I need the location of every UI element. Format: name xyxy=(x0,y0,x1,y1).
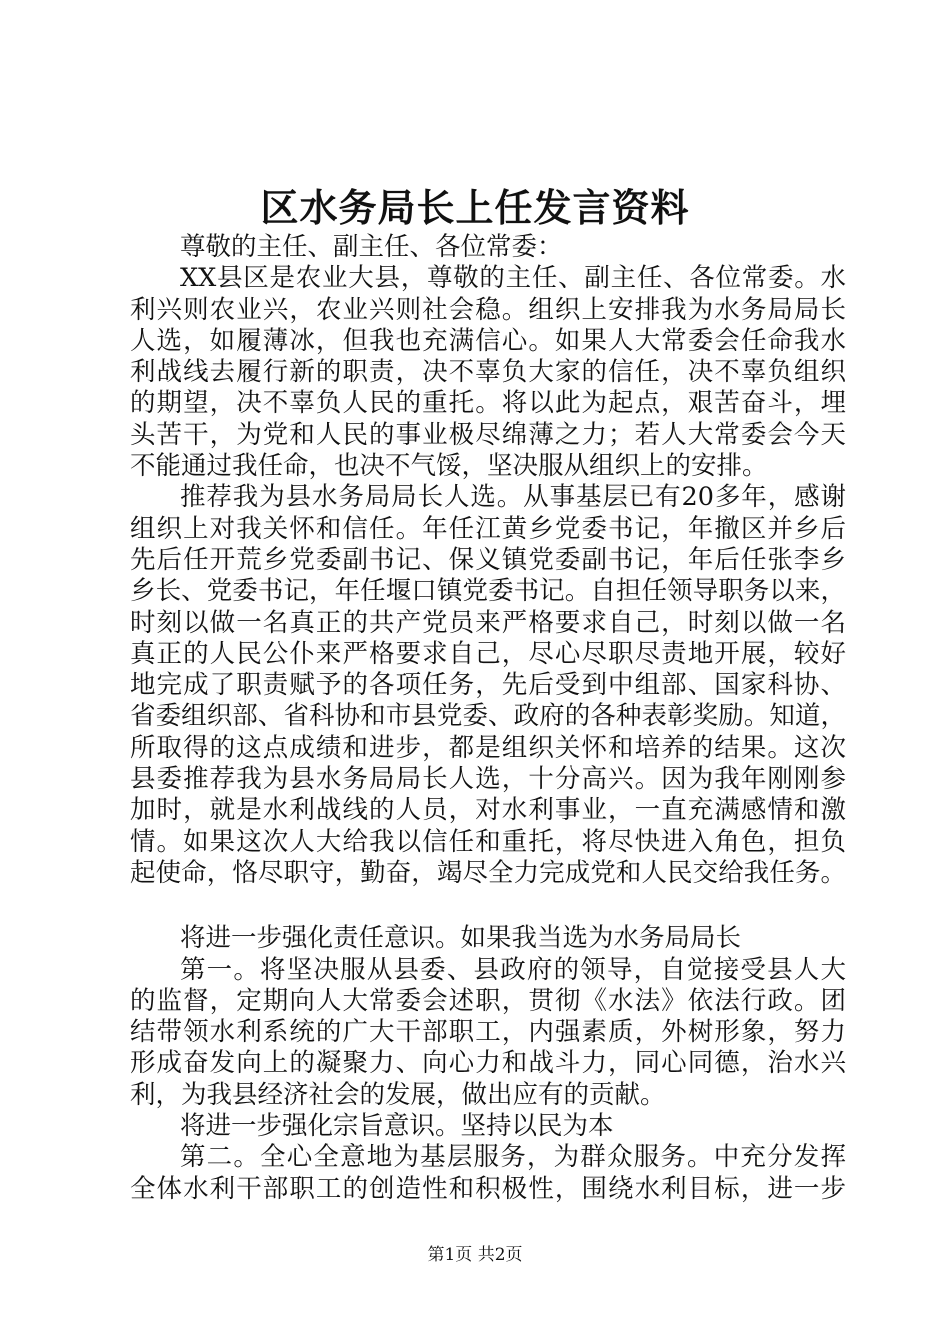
text-line: 人选，如履薄冰，但我也充满信心。如果人大常委会任命我水 xyxy=(130,325,846,356)
text-line: 的期望，决不辜负人民的重托。将以此为起点，艰苦奋斗，埋 xyxy=(130,388,846,419)
text-line: 加时，就是水利战线的人员，对水利事业，一直充满感情和激 xyxy=(130,795,846,826)
text-line: 乡长、党委书记，年任堰口镇党委书记。自担任领导职务以来， xyxy=(130,576,846,607)
text-line: 利战线去履行新的职责，决不辜负大家的信任，决不辜负组织 xyxy=(130,357,846,388)
text-line: 先后任开荒乡党委副书记、保义镇党委副书记，年后任张李乡 xyxy=(130,544,846,575)
document-body xyxy=(130,232,846,1205)
text-line: 形成奋发向上的凝聚力、向心力和战斗力，同心同德，治水兴 xyxy=(130,1048,846,1079)
text-line: 时刻以做一名真正的共产党员来严格要求自己，时刻以做一名 xyxy=(130,607,846,638)
text-line: 将进一步强化责任意识。如果我当选为水务局局长 xyxy=(180,923,742,954)
text-line: 推荐我为县水务局局长人选。从事基层已有20多年，感谢 xyxy=(180,482,846,513)
text-line: 情。如果这次人大给我以信任和重托，将尽快进入角色，担负 xyxy=(130,826,846,857)
text-line: XX县区是农业大县，尊敬的主任、副主任、各位常委。水 xyxy=(180,263,846,294)
text-line: 组织上对我关怀和信任。年任江黄乡党委书记，年撤区并乡后 xyxy=(130,513,846,544)
text-line: 省委组织部、省科协和市县党委、政府的各种表彰奖励。知道， xyxy=(130,701,846,732)
text-line: 结带领水利系统的广大干部职工，内强素质，外树形象，努力 xyxy=(130,1017,846,1048)
page-footer: 第1页 共2页 xyxy=(427,1245,523,1265)
text-line: 全体水利干部职工的创造性和积极性，围绕水利目标，进一步 xyxy=(130,1173,846,1204)
text-line: 真正的人民公仆来严格要求自己，尽心尽职尽责地开展，较好 xyxy=(130,638,846,669)
text-line: 的监督，定期向人大常委会述职，贯彻《水法》依法行政。团 xyxy=(130,985,846,1016)
text-line: 将进一步强化宗旨意识。坚持以民为本 xyxy=(180,1111,614,1142)
text-line: 尊敬的主任、副主任、各位常委： xyxy=(180,232,563,262)
text-line: 县委推荐我为县水务局局长人选，十分高兴。因为我年刚刚参 xyxy=(130,764,846,795)
text-line: 利，为我县经济社会的发展，做出应有的贡献。 xyxy=(130,1079,666,1110)
text-line: 地完成了职责赋予的各项任务，先后受到中组部、国家科协、 xyxy=(130,670,846,701)
text-line: 不能通过我任命，也决不气馁，坚决服从组织上的安排。 xyxy=(130,451,768,482)
text-line: 第一。将坚决服从县委、县政府的领导，自觉接受县人大 xyxy=(180,954,846,985)
text-line: 第二。全心全意地为基层服务，为群众服务。中充分发挥 xyxy=(180,1142,846,1173)
text-line: 头苦干，为党和人民的事业极尽绵薄之力；若人大常委会今天 xyxy=(130,419,846,450)
text-line: 起使命，恪尽职守，勤奋，竭尽全力完成党和人民交给我任务。 xyxy=(130,857,846,888)
paragraph-gap xyxy=(130,889,846,923)
text-line: 所取得的这点成绩和进步，都是组织关怀和培养的结果。这次 xyxy=(130,732,846,763)
text-line: 利兴则农业兴，农业兴则社会稳。组织上安排我为水务局局长 xyxy=(130,294,846,325)
document-title: 区水务局长上任发言资料 xyxy=(260,185,690,230)
